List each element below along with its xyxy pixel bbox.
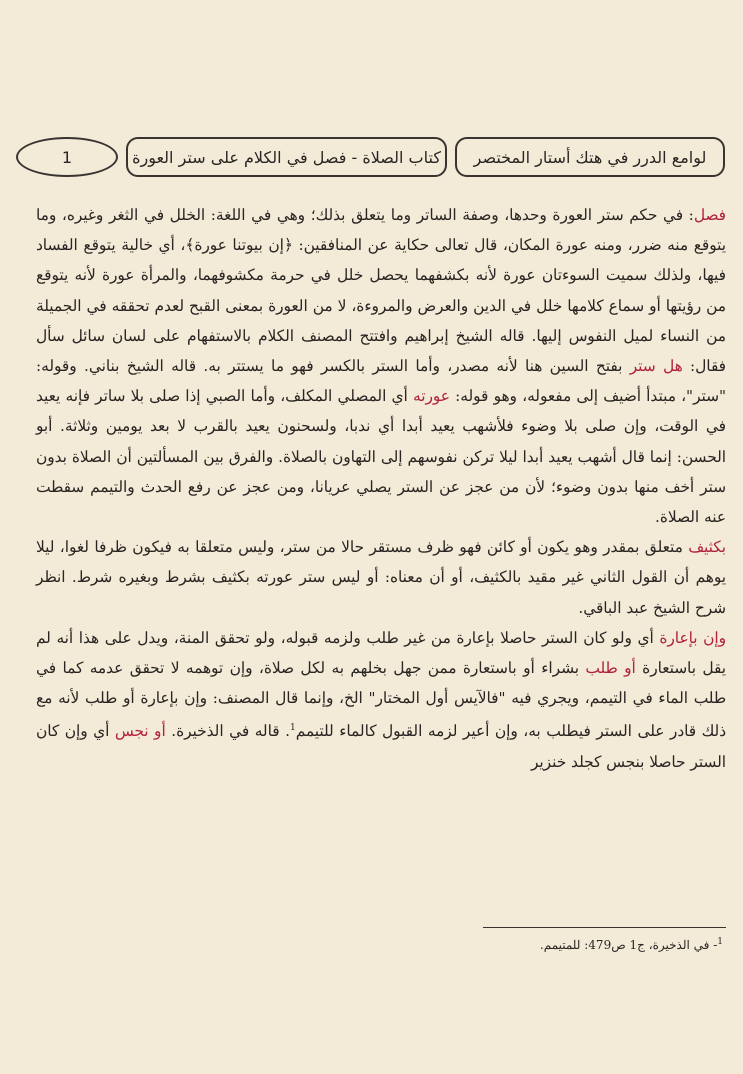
chapter-title: كتاب الصلاة - فصل في الكلام على ستر العورة [132, 147, 441, 167]
paragraph [36, 532, 726, 623]
footnote-marker: 1 [717, 937, 723, 947]
text-run: . قاله في الذخيرة. [165, 722, 290, 741]
footnote [420, 932, 723, 955]
highlighted-term: وإن بإعارة [659, 628, 727, 647]
text-run: بشراء أو باستعارة ممن جهل بخلهم به لكل صلاة، وإن توهمه لا تحقق عدمه كما في طلب الماء في التيمم، ويجري فيه "فالآيس أول المختار" الخ، وإنما قال المصنف: وإن بإعارة أو طلب لأنه مع ذلك قادر على الستر فيطلب به، وإن أعير لزمه القبول كالماء للتيمم [36, 659, 727, 741]
footnote-ref: 1 [289, 723, 296, 734]
highlighted-term: فصل [693, 206, 726, 224]
footnote-text: - في الذخيرة، ج1 ص479: للمتيمم. [539, 938, 718, 952]
footnote-separator [483, 927, 726, 928]
highlighted-term: أو طلب [585, 659, 636, 678]
text-run: أي وإن كان الستر حاصلا بنجس كجلد خنزير [36, 722, 726, 771]
highlighted-term: هل ستر [629, 357, 683, 376]
text-run: متعلق بمقدر وهو يكون أو كائن فهو ظرف مستقر حالا من ستر، وليس متعلقا به فيكون ظرفا لغوا، ليلا يوهم أن القول الثاني غير مقيد بالكثيف، أو أن معناه: أو ليس ستر عورته بكثيف بشرط وبغيره شرط. انظر شرح الشيخ عبد الباقي. [36, 538, 726, 617]
body-text [36, 200, 726, 777]
paragraph [36, 623, 726, 777]
highlighted-term: عورته [413, 387, 450, 406]
text-run: أي ولو كان الستر حاصلا بإعارة من غير طلب ولزمه قبوله، ولو تحقق المنة، ويدل على هذا أنه لم يقل باستعارة [36, 628, 726, 678]
text-run: بفتح السين هنا لأنه مصدر، وأما الستر بالكسر فهو ما يستتر به. قاله الشيخ بناني. وقوله: "ستر"، مبتدأ أضيف إلى مفعوله، وهو قوله: [36, 357, 726, 406]
paragraph [36, 200, 726, 532]
highlighted-term: أو نجس [114, 722, 166, 741]
highlighted-term: بكثيف [688, 538, 726, 557]
chapter-title-frame [126, 137, 447, 177]
text-run: أي المصلي المكلف، وأما الصبي إذا صلى بلا ساتر فإنه يعيد في الوقت، وإن صلى بلا وضوء فلأشهب يعيد أبدا أي ندبا، ولسحنون يعيد بالقرب لا بعد يومين وثلاثة. أبو الحسن: إنما قال أشهب يعيد أبدا ليلا تركن نفوسهم إلى التهاون بالصلاة. والفرق بين المسألتين أن الصلاة بدون ستر أخف منها بدون وضوء؛ لأن من عجز عن الستر يصلي عريانا، ومن عجز عن رفع الحدث والتيمم سقطت عنه الصلاة. [36, 387, 726, 527]
book-title: لوامع الدرر في هتك أستار المختصر [473, 147, 707, 167]
page-number-frame [16, 137, 118, 177]
book-title-frame [455, 137, 725, 177]
text-run: : في حكم ستر العورة وحدها، وصفة الساتر وما يتعلق بذلك؛ وهي في اللغة: الخلل في الثغر وغيره، وما يتوقع منه ضرر، ومنه عورة المكان، قال تعالى حكاية عن المنافقين: ﴿إن بيوتنا عورة﴾، أي خالية يتوقع الفساد فيها، ولذلك سميت السوءتان عورة لأنه بكشفهما يحصل خلل في حرمة مكشوفهما، والمرأة عورة لأنه يتوقع من رؤيتها أو سماع كلامها خلل في الدين والعرض والمروءة، لا من العورة بمعنى القبح لعدم تحققه في الجميلة من النساء لميل النفوس إليها. قاله الشيخ إبراهيم وافتتح المصنف الكلام بالاستفهام على لسان سائل سأل فقال: [36, 206, 726, 376]
page-number: 1 [61, 147, 73, 167]
